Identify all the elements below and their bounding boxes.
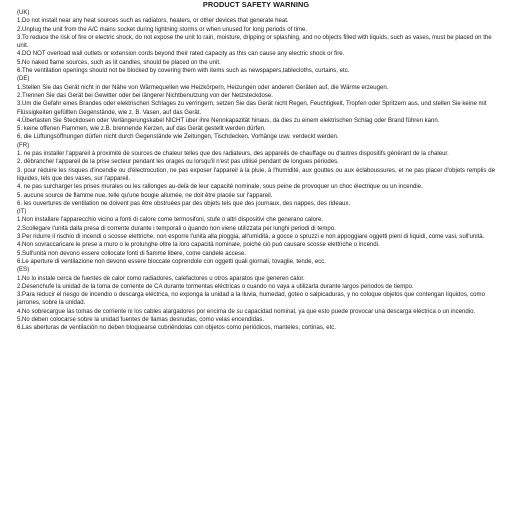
language-section: [17, 142, 495, 208]
warning-item: 2.Scollegare l'unità dalla presa di corrente durante i temporali o quando non viene utilizzata per lunghi periodi di tempo.: [17, 225, 336, 232]
warning-item: 4.DO NOT overload wall outlets or extension cords beyond their rated capacity as this can cause any electric shock or fire.: [17, 51, 345, 58]
warning-item: 3.Para reducir el riesgo de incendio o descarga eléctrica, no exponga la unidad a la lluvia, humedad, goteo o salpicaduras, y no coloque objetos que contengan líquidos, como jarrones, sobre la unidad.: [17, 292, 485, 307]
warning-item: 3. pour réduire les risques d'incendie ou d'électrocution, ne pas exposer l'appareil à la pluie, à l'humidité, aux gouttes ou aux éclaboussures, et ne pas placer d'objets remplis de liquides, tels que des vases, sur l'appareil.: [17, 167, 495, 182]
document-title: PRODUCT SAFETY WARNING: [202, 0, 310, 9]
warning-item: 4.Überlasten Sie Steckdosen oder Verlängerungskabel NICHT über ihre Nennkapazität hinaus, da dies zu einem elektrischen Schlag oder Brand führen kann.: [17, 117, 440, 124]
warning-item: 1.Stellen Sie das Gerät nicht in der Nähe von Wärmequellen wie Heizkörpern, Heizungen oder anderen Geräten auf, die Wärme erzeugen.: [17, 84, 389, 91]
language-section: [17, 208, 495, 266]
warning-item: 2.Trennen Sie das Gerät bei Gewitter oder bei längerer Nichtbenutzung von der Netzsteckdose.: [17, 92, 273, 99]
language-code: (DE): [17, 76, 30, 83]
warning-item: 5.Sull'unità non devono essere collocate fonti di fiamme libere, come candele accese.: [17, 250, 247, 257]
warning-item: 5. aucune source de flamme nue, telle qu'une bougie allumée, ne doit être placée sur l'appareil.: [17, 192, 273, 199]
warning-item: 2. débrancher l'appareil de la prise secteur pendant les orages ou lorsqu'il n'est pas utilisé pendant de longues périodes.: [17, 159, 339, 166]
warning-item: 1.Non installare l'apparecchio vicino a fonti di calore come termosifoni, stufe o altri dispositivi che generano calore.: [17, 217, 324, 224]
language-section: [17, 9, 495, 75]
warning-item: 4.No sobrecargue las tomas de corriente ni los cables alargadores por encima de su capacidad nominal, ya que esto puede provocar una descarga eléctrica o un incendio.: [17, 308, 476, 315]
warning-item: 5. keine offenen Flammen, wie z.B. brennende Kerzen, auf das Gerät gestellt werden dürfen.: [17, 126, 266, 133]
warning-item: 1. ne pas installer l'appareil à proximité de sources de chaleur telles que des radiateurs, des appareils de chauffage ou d'autres dispositifs générant de la chaleur.: [17, 151, 449, 158]
warning-item: 1.Do not install near any heat sources such as radiators, heaters, or other devices that generate heat.: [17, 18, 289, 25]
sections-container: [17, 9, 495, 333]
warning-item: 2.Desenchufe la unidad de la toma de corriente de CA durante tormentas eléctricas o cuando no vaya a utilizarla durante largos periodos de tiempo.: [17, 283, 414, 290]
language-section: [17, 75, 495, 141]
warning-item: 6.Las aberturas de ventilación no deben bloquearse cubriéndolas con objetos como periódicos, manteles, cortinas, etc.: [17, 325, 336, 332]
warning-item: 6. die Lüftungsöffnungen dürfen nicht durch Gegenstände wie Zeitungen, Tischdecken, Vorhänge usw. verdeckt werden.: [17, 134, 339, 141]
warning-item: 5.No naked flame sources, such as lit candles, should be placed on the unit.: [17, 59, 221, 66]
warning-item: 6.The ventilation openings should not be blocked by covering them with items such as newspapers,tablecloths, curtains, etc.: [17, 68, 350, 75]
warning-item: 3.Per ridurre il rischio di incendi o scosse elettriche, non esporre l'unità alla pioggia, all'umidità, a gocce o spruzzi e non appoggiare oggetti pieni di liquidi, come vasi, sull'unità.: [17, 234, 485, 241]
warning-item: 4. ne pas surcharger les prises murales ou les rallonges au-delà de leur capacité nominale, sous peine de provoquer un choc électrique ou un incendie.: [17, 184, 423, 191]
warning-item: 6.Le aperture di ventilazione non devono essere bloccate coprendole con oggetti quali giornali, tovaglie, tende, ecc.: [17, 258, 326, 265]
warning-item: 3.To reduce the risk of fire or electric shock, do not expose the unit to rain, moisture, dripping or splashing, and no objects filled with liquids, such as vases, must be placed on the unit.: [17, 34, 492, 50]
language-code: (ES): [17, 267, 30, 274]
safety-warning-document: [17, 0, 495, 333]
language-code: (UK): [17, 10, 30, 16]
warning-item: 6. les ouvertures de ventilation ne doivent pas être obstruées par des objets tels que des journaux, des nappes, des rideaux.: [17, 200, 351, 207]
warning-item: 1.No lo instale cerca de fuentes de calor como radiadores, calefactores u otros aparatos que generen calor.: [17, 275, 305, 282]
warning-item: 2.Unplug the unit from the A/C mains socket during lightning storms or when unused for long periods of time.: [17, 26, 308, 33]
warning-item: 5.No deben colocarse sobre la unidad fuentes de llamas desnudas, como velas encendidas.: [17, 316, 265, 323]
warning-item: 3.Um die Gefahr eines Brandes oder elektrischen Schlages zu verringern, setzen Sie das Gerät nicht Regen, Feuchtigkeit, Tropfen oder Spritzern aus, und stellen Sie keine mit Flüssigkeiten gefüllten Gegenstände, wie z. B. Vasen, auf das Gerät.: [17, 101, 487, 116]
warning-item: 4.Non sovraccaricare le prese a muro o le prolunghe oltre la loro capacità nominale, poiché ciò può causare scosse elettriche o incendi.: [17, 242, 380, 249]
language-section: [17, 266, 495, 332]
language-code: (IT): [17, 209, 27, 216]
language-code: (FR): [17, 142, 30, 149]
